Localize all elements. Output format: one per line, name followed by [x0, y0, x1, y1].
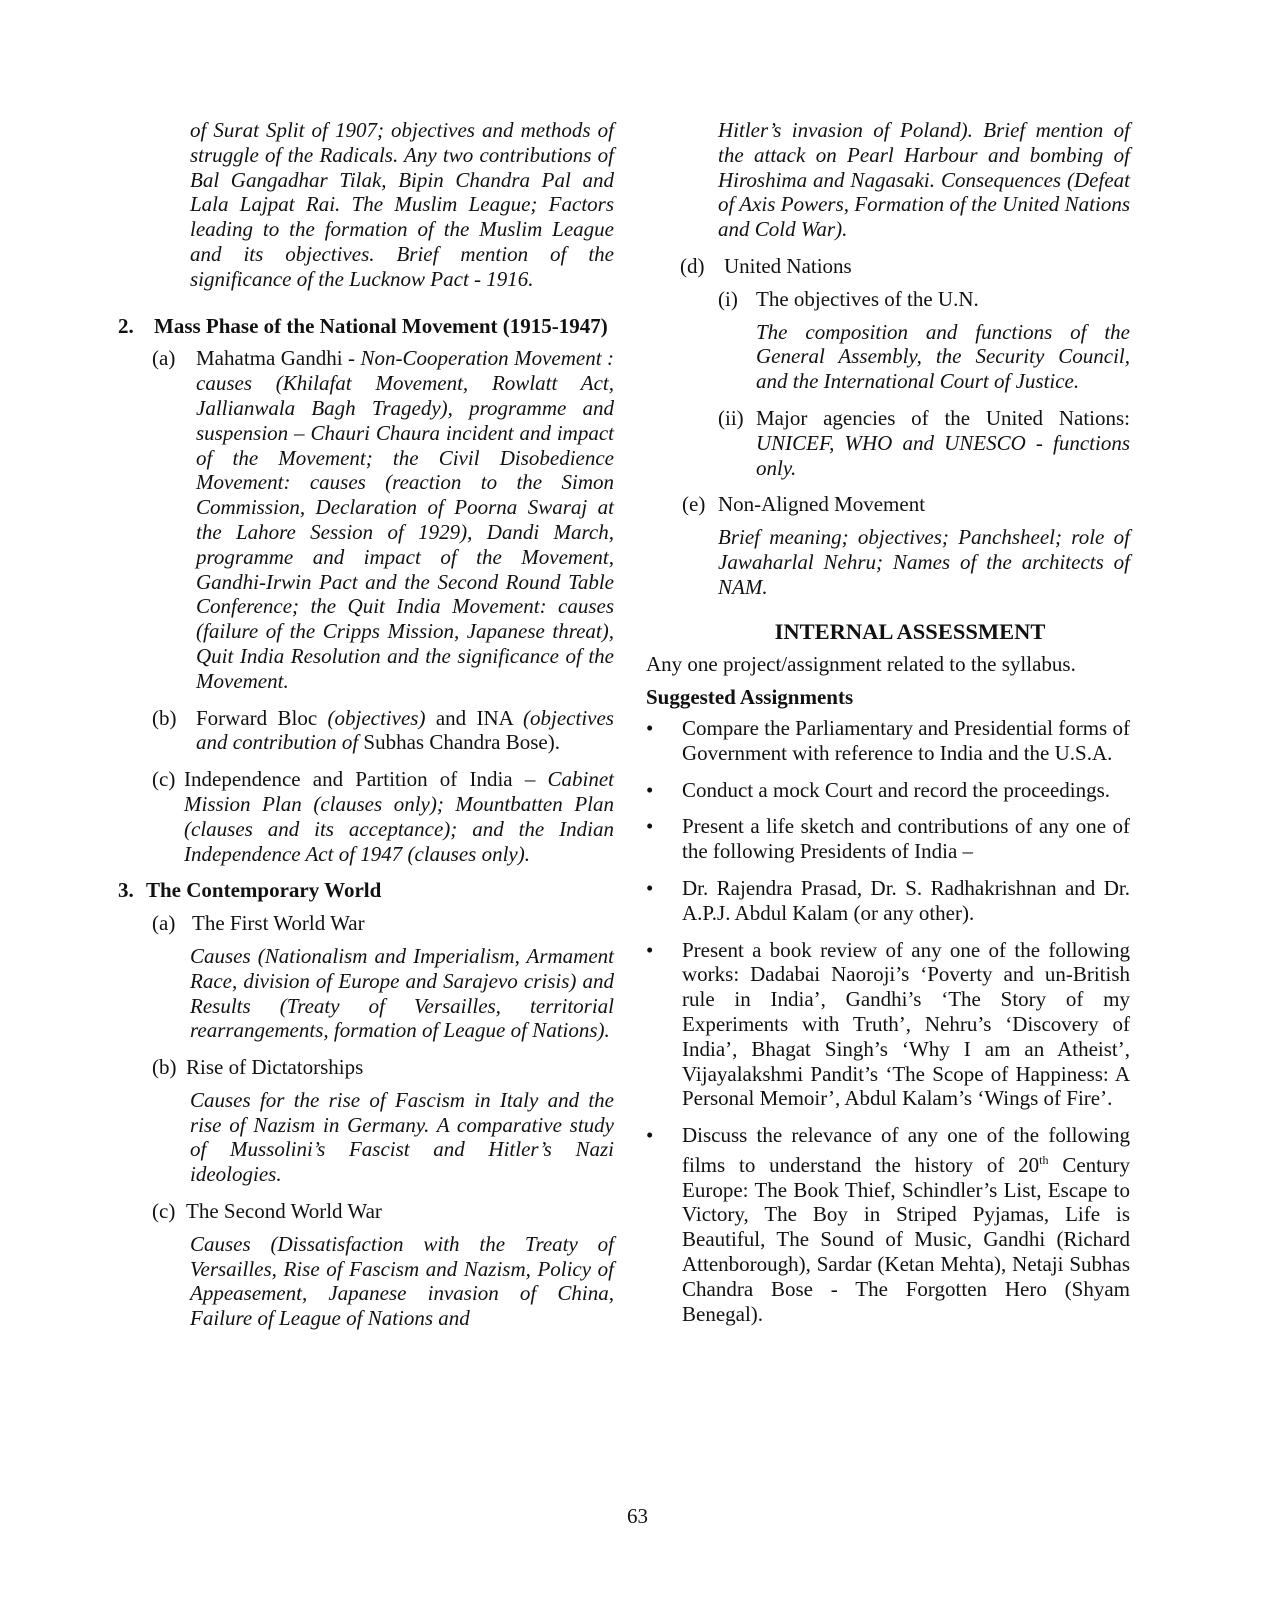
- left-column: [118, 118, 614, 1331]
- section-2-title: Mass Phase of the National Movement (1915-1947): [154, 313, 608, 338]
- bullet-icon: •: [646, 715, 654, 740]
- item-2b-lead: Forward Bloc: [196, 705, 328, 730]
- item-3a-label: (a): [152, 911, 176, 936]
- right-column: [646, 118, 1160, 1338]
- item-3b-text: Causes for the rise of Fascism in Italy and the rise of Nazism in Germany. A comparative study of Mussolini’s Fascist and Hitler’s Nazi ideologies.: [190, 1087, 614, 1187]
- item-2a-detail: Non-Cooperation Movement : causes (Khilafat Movement, Rowlatt Act, Jallianwala Bagh Tragedy), programme and suspension – Chauri Chaura incident and impact of the Movement; the Civil Disobedience Movement: causes (reaction to the Simon Commission, Declaration of Poorna Swaraj at the Lahore Session of 1929), Dandi March, programme and impact of the Movement, Gandhi-Irwin Pact and the Second Round Table Conference; the Quit India Movement: causes (failure of the Cripps Mission, Japanese threat), Quit India Resolution and the significance of the Movement.: [196, 346, 614, 693]
- section-3-title: The Contemporary World: [146, 878, 382, 903]
- item-e: [660, 492, 1160, 517]
- item-2b-text: [196, 706, 614, 756]
- films-text-end: Century Europe: The Book Thief, Schindler’s List, Escape to Victory, The Boy in Striped Pyjamas, Life is Beautiful, The Sound of Music, Gandhi (Richard Attenborough), Sardar (Ketan Mehta), Netaji Subhas Chandra Bose - The Forgotten Hero (Shyam Benegal).: [682, 1152, 1130, 1326]
- internal-assessment-heading: INTERNAL ASSESSMENT: [774, 618, 1046, 644]
- item-d-i-label: (i): [718, 286, 738, 311]
- assignment-list: [646, 716, 1160, 1111]
- item-d: [660, 254, 1160, 279]
- item-3b-title: Rise of Dictatorships: [186, 1055, 364, 1080]
- bullet-icon: •: [646, 875, 654, 900]
- assignment-item: [646, 938, 1130, 1112]
- item-e-title: Non-Aligned Movement: [718, 492, 926, 517]
- item-d-ii-detail: UNICEF, WHO and UNESCO - functions only.: [756, 430, 1130, 480]
- item-2a-text: [196, 346, 614, 693]
- item-2b-label: (b): [152, 705, 177, 730]
- item-3c-text: Causes (Dissatisfaction with the Treaty of Versailles, Rise of Fascism and Nazism, Policy of Appeasement, Japanese invasion of China, Failure of League of Nations and: [190, 1231, 614, 1331]
- item-d-ii-label: (ii): [718, 405, 744, 430]
- item-e-text: Brief meaning; objectives; Panchsheel; role of Jawaharlal Nehru; Names of the architects of NAM.: [718, 525, 1130, 599]
- item-2c-detail: Cabinet Mission Plan (clauses only); Mountbatten Plan (clauses and its acceptance); and the Indian Independence Act of 1947 (clauses only).: [184, 767, 614, 866]
- section-3-heading: [118, 878, 614, 903]
- item-3a-text: Causes (Nationalism and Imperialism, Armament Race, division of Europe and Sarajevo crisis) and Results (Treaty of Versailles, territorial rearrangements, formation of League of Nations).: [190, 943, 614, 1043]
- item-3b: [118, 1055, 614, 1187]
- item-2c-lead: Independence and Partition of India –: [184, 767, 548, 792]
- item-3b-label: (b): [152, 1055, 177, 1080]
- section-2-number: 2.: [118, 313, 134, 338]
- page-number: 63: [627, 1504, 648, 1528]
- item-2b-contribution: (objectives and contribution of: [196, 705, 614, 755]
- item-3c-label: (c): [152, 1199, 176, 1224]
- assignment-item-text: Present a book review of any one of the following works: Dadabai Naoroji’s ‘Poverty and un-British rule in India’, Gandhi’s ‘The Story of my Experiments with Truth’, Nehru’s ‘Discovery of India’, Bhagat Singh’s ‘Why I am an Atheist’, Vijayalakshmi Pandit’s ‘The Scope of Happiness: A Personal Memoir’, Abdul Kalam’s ‘Wings of Fire’.: [682, 937, 1130, 1111]
- assignment-item-text: Present a life sketch and contributions of any one of the following Presidents of India –: [682, 814, 1130, 864]
- item-d-ii: [660, 406, 1160, 480]
- item-2c-label: (c): [152, 767, 176, 792]
- intro-continuation: of Surat Split of 1907; objectives and methods of struggle of the Radicals. Any two contributions of Bal Gangadhar Tilak, Bipin Chandra Pal and Lala Lajpat Rai. The Muslim League; Factors leading to the formation of the Muslim League and its objectives. Brief mention of the significance of the Lucknow Pact - 1916.: [190, 118, 614, 291]
- assignment-item: [646, 778, 1130, 803]
- item-2b-objectives: (objectives): [327, 705, 426, 730]
- suggested-assignments-heading: Suggested Assignments: [646, 685, 854, 710]
- item-2a: [118, 346, 614, 693]
- assignment-item: [646, 814, 1130, 864]
- films-text-superscript: th: [1039, 1152, 1049, 1167]
- bullet-icon: •: [646, 937, 654, 962]
- item-2a-label: (a): [152, 346, 176, 371]
- assignment-item-films: [646, 1123, 1160, 1326]
- section-2-heading: [118, 314, 614, 339]
- item-d-label: (d): [680, 253, 705, 278]
- item-d-i-title: The objectives of the U.N.: [756, 286, 979, 311]
- item-2a-lead: Mahatma Gandhi -: [196, 346, 361, 371]
- item-3a: [118, 911, 614, 1043]
- films-text-start: Discuss the relevance of any one of the following films to understand the history of 20: [682, 1123, 1130, 1177]
- item-3c: [118, 1199, 614, 1331]
- assignment-item-text: Dr. Rajendra Prasad, Dr. S. Radhakrishnan and Dr. A.P.J. Abdul Kalam (or any other).: [682, 875, 1130, 925]
- section-3-number: 3.: [118, 878, 134, 903]
- item-2c-text: [184, 767, 614, 866]
- item-d-ii-lead: Major agencies of the United Nations:: [756, 405, 1130, 430]
- item-d-i: [660, 287, 1160, 312]
- item-d-title: United Nations: [724, 253, 852, 278]
- internal-assessment-text: Any one project/assignment related to the syllabus.: [646, 652, 1076, 677]
- item-2b: [118, 706, 614, 756]
- item-3a-title: The First World War: [192, 911, 365, 936]
- item-3c-title: The Second World War: [186, 1199, 382, 1224]
- item-2c: [118, 767, 614, 866]
- bullet-icon: •: [646, 777, 654, 802]
- assignment-item: [646, 876, 1130, 926]
- ww2-continuation: Hitler’s invasion of Poland). Brief mention of the attack on Pearl Harbour and bombing of Hiroshima and Nagasaki. Consequences (Defeat of Axis Powers, Formation of the United Nations and Cold War).: [718, 118, 1130, 242]
- item-2b-ina: and INA: [425, 705, 524, 730]
- item-d-i-text: The composition and functions of the General Assembly, the Security Council, and the International Court of Justice.: [756, 319, 1130, 394]
- item-2b-name: Subhas Chandra Bose).: [358, 730, 560, 755]
- assignment-item: [646, 716, 1130, 766]
- assignment-item-text: Conduct a mock Court and record the proceedings.: [682, 777, 1111, 802]
- bullet-icon: •: [646, 814, 654, 839]
- assignment-item-text: Compare the Parliamentary and Presidential forms of Government with reference to India and the U.S.A.: [682, 715, 1130, 765]
- bullet-icon: •: [646, 1123, 654, 1148]
- item-d-ii-text: [756, 406, 1130, 480]
- item-e-label: (e): [682, 492, 706, 517]
- assignment-item-films-text: [682, 1123, 1130, 1326]
